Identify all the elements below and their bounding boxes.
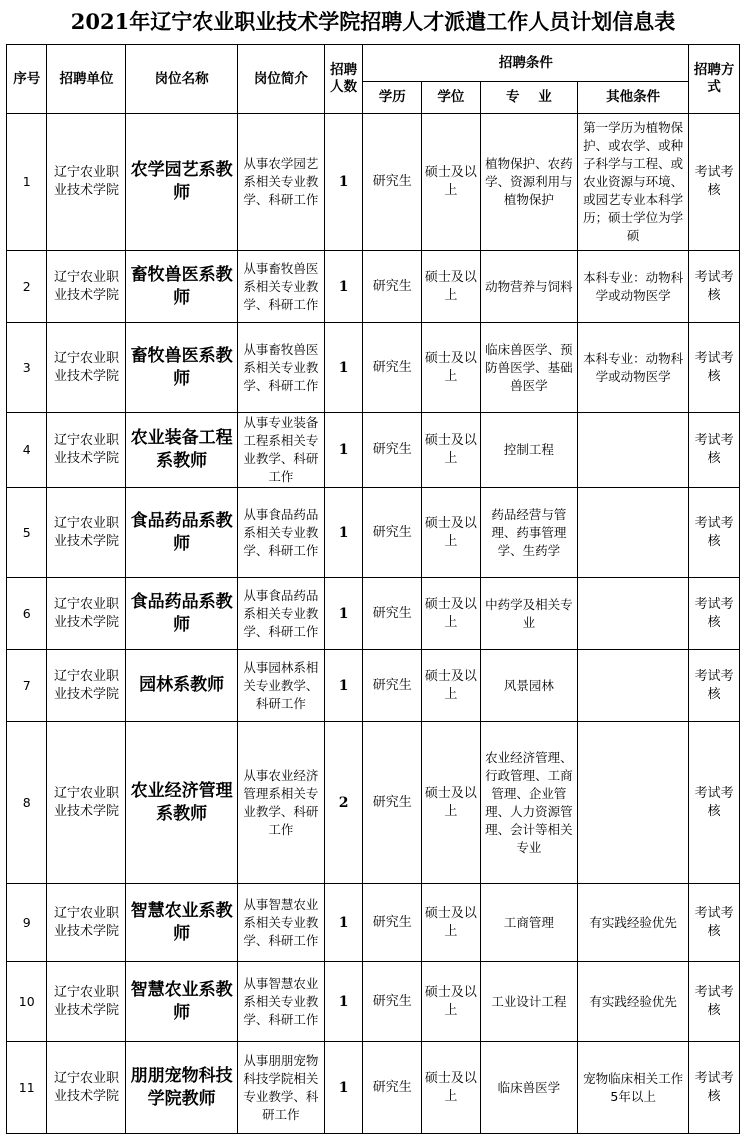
cell-major: 工业设计工程	[480, 962, 577, 1042]
cell-education: 研究生	[363, 578, 422, 650]
cell-major: 农业经济管理、行政管理、工商管理、企业管理、人力资源管理、会计等相关专业	[480, 722, 577, 884]
cell-degree: 硕士及以上	[422, 884, 481, 962]
cell-intro: 从事畜牧兽医系相关专业教学、科研工作	[237, 251, 324, 323]
cell-position: 智慧农业系教师	[126, 884, 237, 962]
table-row	[7, 413, 740, 488]
cell-major: 控制工程	[480, 413, 577, 488]
cell-other	[577, 650, 688, 722]
cell-other: 本科专业：动物科学或动物医学	[577, 251, 688, 323]
table-row	[7, 114, 740, 251]
cell-count: 1	[324, 884, 362, 962]
cell-position: 畜牧兽医系教师	[126, 323, 237, 413]
cell-count: 1	[324, 488, 362, 578]
cell-degree: 硕士及以上	[422, 1042, 481, 1134]
cell-index: 2	[7, 251, 47, 323]
header-row-top	[7, 45, 740, 82]
cell-method: 考试考核	[689, 650, 740, 722]
cell-other	[577, 722, 688, 884]
cell-unit: 辽宁农业职业技术学院	[47, 1042, 126, 1134]
cell-count: 1	[324, 114, 362, 251]
cell-intro: 从事智慧农业系相关专业教学、科研工作	[237, 884, 324, 962]
cell-education: 研究生	[363, 884, 422, 962]
cell-unit: 辽宁农业职业技术学院	[47, 962, 126, 1042]
cell-count: 2	[324, 722, 362, 884]
cell-intro: 从事食品药品系相关专业教学、科研工作	[237, 488, 324, 578]
cell-position: 畜牧兽医系教师	[126, 251, 237, 323]
cell-education: 研究生	[363, 114, 422, 251]
cell-index: 10	[7, 962, 47, 1042]
cell-position: 食品药品系教师	[126, 578, 237, 650]
cell-index: 1	[7, 114, 47, 251]
header-education: 学历	[363, 82, 422, 114]
cell-degree: 硕士及以上	[422, 650, 481, 722]
cell-unit: 辽宁农业职业技术学院	[47, 722, 126, 884]
cell-education: 研究生	[363, 650, 422, 722]
cell-other	[577, 413, 688, 488]
cell-method: 考试考核	[689, 578, 740, 650]
cell-major: 中药学及相关专业	[480, 578, 577, 650]
cell-degree: 硕士及以上	[422, 251, 481, 323]
cell-intro: 从事畜牧兽医系相关专业教学、科研工作	[237, 323, 324, 413]
cell-count: 1	[324, 578, 362, 650]
cell-degree: 硕士及以上	[422, 962, 481, 1042]
header-index: 序号	[7, 45, 47, 114]
cell-method: 考试考核	[689, 1042, 740, 1134]
cell-major: 临床兽医学	[480, 1042, 577, 1134]
table-row	[7, 323, 740, 413]
cell-other: 有实践经验优先	[577, 884, 688, 962]
recruitment-plan-table	[6, 44, 740, 1134]
header-position: 岗位名称	[126, 45, 237, 114]
table-row	[7, 1042, 740, 1134]
cell-intro: 从事农学园艺系相关专业教学、科研工作	[237, 114, 324, 251]
header-major: 专 业	[480, 82, 577, 114]
cell-count: 1	[324, 1042, 362, 1134]
cell-method: 考试考核	[689, 413, 740, 488]
table-row	[7, 578, 740, 650]
table-row	[7, 650, 740, 722]
header-degree: 学位	[422, 82, 481, 114]
cell-intro: 从事智慧农业系相关专业教学、科研工作	[237, 962, 324, 1042]
cell-intro: 从事农业经济管理系相关专业教学、科研工作	[237, 722, 324, 884]
cell-other	[577, 488, 688, 578]
cell-other	[577, 578, 688, 650]
cell-intro: 从事食品药品系相关专业教学、科研工作	[237, 578, 324, 650]
cell-position: 智慧农业系教师	[126, 962, 237, 1042]
cell-index: 11	[7, 1042, 47, 1134]
cell-education: 研究生	[363, 488, 422, 578]
cell-index: 7	[7, 650, 47, 722]
cell-unit: 辽宁农业职业技术学院	[47, 114, 126, 251]
cell-major: 风景园林	[480, 650, 577, 722]
cell-count: 1	[324, 413, 362, 488]
cell-degree: 硕士及以上	[422, 323, 481, 413]
cell-other: 宠物临床相关工作5年以上	[577, 1042, 688, 1134]
cell-education: 研究生	[363, 722, 422, 884]
cell-major: 工商管理	[480, 884, 577, 962]
cell-degree: 硕士及以上	[422, 722, 481, 884]
cell-unit: 辽宁农业职业技术学院	[47, 251, 126, 323]
cell-count: 1	[324, 251, 362, 323]
cell-count: 1	[324, 323, 362, 413]
cell-index: 3	[7, 323, 47, 413]
cell-major: 临床兽医学、预防兽医学、基础兽医学	[480, 323, 577, 413]
cell-method: 考试考核	[689, 323, 740, 413]
header-unit: 招聘单位	[47, 45, 126, 114]
cell-count: 1	[324, 962, 362, 1042]
header-count: 招聘人数	[324, 45, 362, 114]
cell-intro: 从事朋朋宠物科技学院相关专业教学、科研工作	[237, 1042, 324, 1134]
table-row	[7, 488, 740, 578]
table-row	[7, 884, 740, 962]
cell-unit: 辽宁农业职业技术学院	[47, 884, 126, 962]
cell-position: 食品药品系教师	[126, 488, 237, 578]
cell-method: 考试考核	[689, 114, 740, 251]
cell-degree: 硕士及以上	[422, 578, 481, 650]
cell-index: 8	[7, 722, 47, 884]
cell-education: 研究生	[363, 323, 422, 413]
cell-other: 本科专业：动物科学或动物医学	[577, 323, 688, 413]
cell-position: 农学园艺系教师	[126, 114, 237, 251]
cell-intro: 从事专业装备工程系相关专业教学、科研工作	[237, 413, 324, 488]
cell-major: 药品经营与管理、药事管理学、生药学	[480, 488, 577, 578]
cell-method: 考试考核	[689, 251, 740, 323]
cell-position: 朋朋宠物科技学院教师	[126, 1042, 237, 1134]
cell-degree: 硕士及以上	[422, 413, 481, 488]
page-title: 2021年辽宁农业职业技术学院招聘人才派遣工作人员计划信息表	[70, 9, 676, 34]
cell-degree: 硕士及以上	[422, 488, 481, 578]
cell-education: 研究生	[363, 1042, 422, 1134]
cell-method: 考试考核	[689, 884, 740, 962]
cell-index: 6	[7, 578, 47, 650]
cell-degree: 硕士及以上	[422, 114, 481, 251]
cell-position: 农业装备工程系教师	[126, 413, 237, 488]
header-intro: 岗位简介	[237, 45, 324, 114]
cell-major: 植物保护、农药学、资源利用与植物保护	[480, 114, 577, 251]
cell-method: 考试考核	[689, 488, 740, 578]
cell-other: 第一学历为植物保护、或农学、或种子科学与工程、或农业资源与环境、或园艺专业本科学历；硕士学位为学硕	[577, 114, 688, 251]
cell-education: 研究生	[363, 251, 422, 323]
cell-education: 研究生	[363, 413, 422, 488]
header-other: 其他条件	[577, 82, 688, 114]
cell-position: 园林系教师	[126, 650, 237, 722]
cell-major: 动物营养与饲料	[480, 251, 577, 323]
cell-unit: 辽宁农业职业技术学院	[47, 323, 126, 413]
cell-method: 考试考核	[689, 962, 740, 1042]
header-method: 招聘方式	[689, 45, 740, 114]
cell-other: 有实践经验优先	[577, 962, 688, 1042]
table-row	[7, 962, 740, 1042]
cell-unit: 辽宁农业职业技术学院	[47, 488, 126, 578]
cell-index: 9	[7, 884, 47, 962]
cell-unit: 辽宁农业职业技术学院	[47, 413, 126, 488]
header-conditions: 招聘条件	[363, 45, 689, 82]
table-row	[7, 251, 740, 323]
cell-unit: 辽宁农业职业技术学院	[47, 578, 126, 650]
cell-index: 5	[7, 488, 47, 578]
cell-intro: 从事园林系相关专业教学、科研工作	[237, 650, 324, 722]
cell-index: 4	[7, 413, 47, 488]
cell-position: 农业经济管理系教师	[126, 722, 237, 884]
cell-count: 1	[324, 650, 362, 722]
cell-method: 考试考核	[689, 722, 740, 884]
cell-education: 研究生	[363, 962, 422, 1042]
table-row	[7, 722, 740, 884]
cell-unit: 辽宁农业职业技术学院	[47, 650, 126, 722]
